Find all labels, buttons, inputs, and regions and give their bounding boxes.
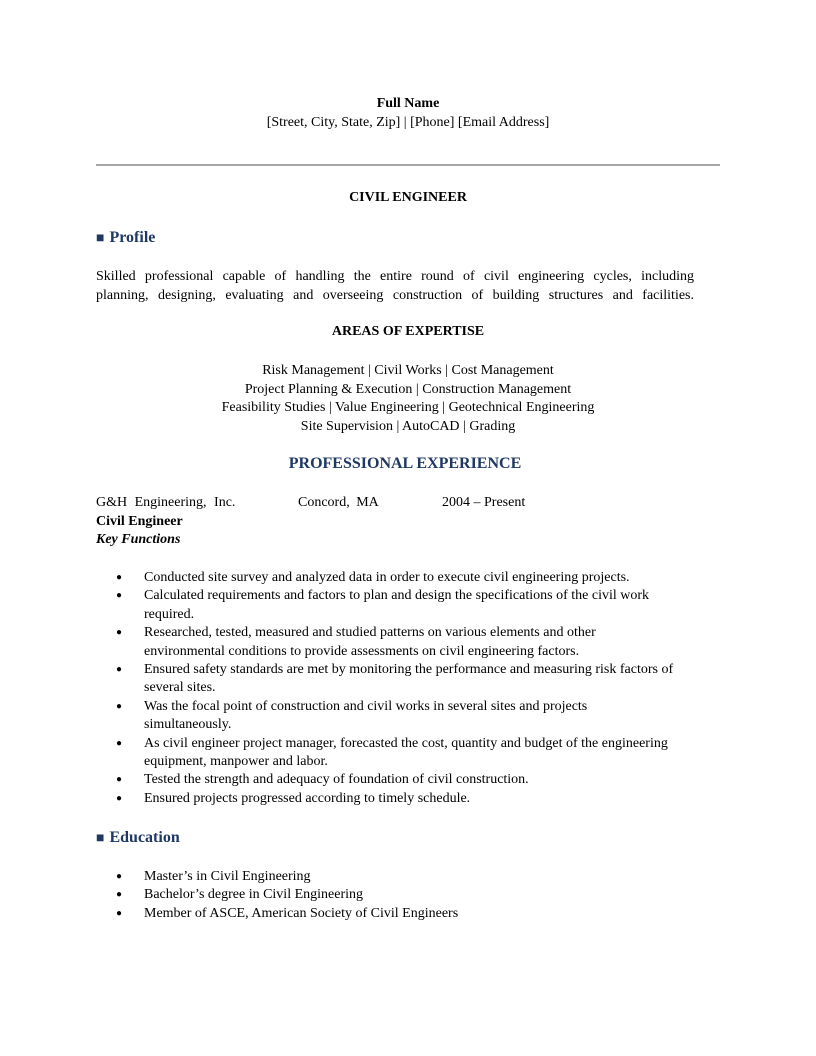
profile-heading xyxy=(96,229,155,247)
bullet-icon: ● xyxy=(116,737,123,749)
bullet-icon: ● xyxy=(116,889,123,901)
list-item: ● Member of ASCE, American Society of Civil Engineers xyxy=(96,905,676,923)
list-item: ● Calculated requirements and factors to plan and design the specifications of the civil work required. xyxy=(116,588,650,622)
profile-summary xyxy=(96,268,694,305)
bullet-icon: ● xyxy=(116,572,123,583)
list-item: ● Ensured safety standards are met by monitoring the performance and measuring risk factors of several sites. xyxy=(116,662,674,696)
bullet-icon: ● xyxy=(116,871,123,882)
company-name: G&H Engineering, Inc. xyxy=(96,495,236,510)
list-item: ● Was the focal point of construction and civil works in several sites and projects simultaneously. xyxy=(116,698,588,733)
list-item: ● As civil engineer project manager, forecasted the cost, quantity and budget of the engineering equipment, manpower and labor. xyxy=(116,735,668,770)
job-title: CIVIL ENGINEER xyxy=(349,190,467,205)
square-bullet-icon: ■ xyxy=(96,231,105,246)
full-name: Full Name xyxy=(376,96,440,111)
areas-line: Site Supervision | AutoCAD | Grading xyxy=(300,418,516,434)
list-item: ● Bachelor’s degree in Civil Engineering xyxy=(96,886,676,904)
list-item: ● Researched, tested, measured and studied patterns on various elements and other environmental conditions to provide assessments on civil engineering factors. xyxy=(116,625,596,659)
job-location: Concord, MA xyxy=(298,495,379,510)
areas-line: Feasibility Studies | Value Engineering | Geotechnical Engineering xyxy=(221,400,595,415)
bullet-icon: ● xyxy=(116,664,123,676)
job-role: Civil Engineer xyxy=(96,514,183,529)
bullet-icon: ● xyxy=(116,907,123,919)
profile-line-1: Skilled professional capable of handling the entire round of civil engineering cycles, including xyxy=(96,269,694,284)
bullet-icon: ● xyxy=(116,774,123,786)
education-list xyxy=(96,868,676,923)
key-functions-heading: Key Functions xyxy=(96,532,181,547)
list-item: ● Ensured projects progressed according to timely schedule. xyxy=(96,790,676,808)
bullet-icon: ● xyxy=(116,590,123,602)
list-item: ● Master’s in Civil Engineering xyxy=(96,868,676,886)
profile-heading-label: Profile xyxy=(109,229,156,246)
square-bullet-icon: ■ xyxy=(96,831,105,846)
duties-list xyxy=(96,569,676,808)
education-heading-label: Education xyxy=(109,829,180,846)
header-divider xyxy=(96,164,720,166)
contact-info: [Street, City, State, Zip] | [Phone] [Email Address] xyxy=(266,115,550,130)
areas-list xyxy=(96,362,720,436)
experience-heading: PROFESSIONAL EXPERIENCE xyxy=(288,455,522,472)
profile-line-2: planning, designing, evaluating and overseeing construction of building structures and facilities. xyxy=(96,287,694,303)
areas-line: Risk Management | Civil Works | Cost Management xyxy=(262,363,554,378)
areas-line: Project Planning & Execution | Construction Management xyxy=(244,381,572,397)
bullet-icon: ● xyxy=(116,792,123,804)
list-item: ● Tested the strength and adequacy of foundation of civil construction. xyxy=(96,771,676,789)
job-dates: 2004 – Present xyxy=(442,495,526,510)
bullet-icon: ● xyxy=(116,627,123,639)
list-item: ● Conducted site survey and analyzed data in order to execute civil engineering projects. xyxy=(96,569,676,587)
education-heading xyxy=(96,829,180,847)
bullet-icon: ● xyxy=(116,700,123,712)
areas-heading: AREAS OF EXPERTISE xyxy=(331,324,485,339)
